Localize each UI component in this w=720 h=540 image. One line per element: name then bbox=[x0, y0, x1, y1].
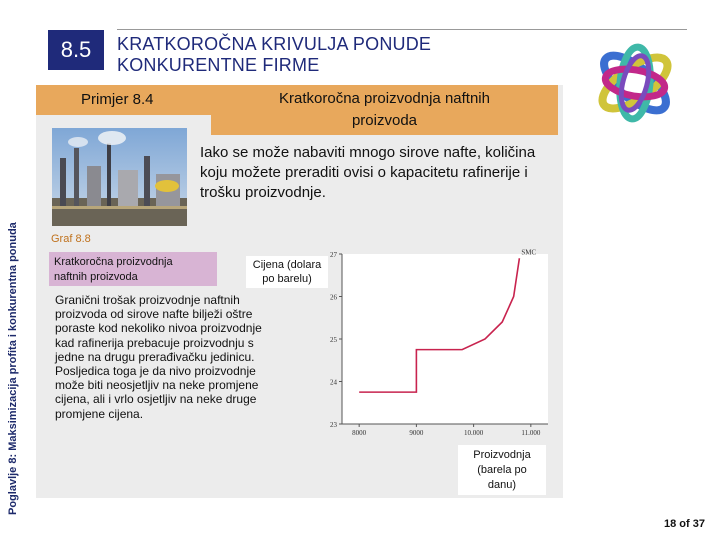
example-heading-line-1: Kratkoročna proizvodnja naftnih bbox=[279, 90, 490, 107]
y-axis-label-line-2: po barelu) bbox=[262, 273, 312, 285]
slide-title-line-2: KONKURENTNE FIRME bbox=[117, 55, 320, 75]
example-label: Primjer 8.4 bbox=[36, 85, 211, 115]
x-tick-label: 11.000 bbox=[521, 429, 541, 437]
x-axis-label bbox=[458, 445, 546, 495]
figure-caption bbox=[49, 252, 217, 286]
plot-area bbox=[342, 254, 548, 424]
y-tick-label: 23 bbox=[330, 421, 337, 429]
y-tick-label: 25 bbox=[330, 336, 337, 344]
example-heading bbox=[211, 85, 558, 135]
intro-paragraph: Iako se može nabaviti mnogo sirove nafte, količina koju možete preraditi ovisi o kapacitetu rafinerije i trošku proizvodnje. bbox=[200, 144, 536, 201]
figure-caption-line-2: naftnih proizvoda bbox=[54, 271, 138, 283]
figure-caption-line-1: Kratkoročna proizvodnja bbox=[54, 256, 173, 268]
smc-chart bbox=[326, 246, 556, 446]
x-axis-label-line-3: danu) bbox=[487, 479, 517, 491]
series-label: SMC bbox=[521, 248, 537, 257]
y-tick-label: 26 bbox=[330, 293, 337, 302]
page-number: 18 of 37 bbox=[664, 518, 705, 530]
y-axis-label-line-1: Cijena (dolara bbox=[252, 259, 322, 271]
x-axis-label-line-2: (barela po bbox=[477, 464, 527, 476]
y-tick-label: 24 bbox=[330, 378, 337, 387]
section-number-badge: 8.5 bbox=[48, 30, 104, 70]
y-tick-label: 27 bbox=[330, 251, 337, 259]
figure-label: Graf 8.8 bbox=[51, 233, 91, 245]
example-heading-line-2: proizvoda bbox=[351, 112, 418, 129]
chapter-sidebar-text: Poglavlje 8: Maksimizacija profita i konkurentna ponuda bbox=[7, 222, 19, 515]
figure-description: Granični trošak proizvodnje naftnih proizvoda od sirove nafte bilježi oštre poraste kod nekoliko nivoa proizvodnje kad rafinerija prebacuje proizvodnju s jedne na drugu prerađivačku jedinicu. Posljedica toga je da nivo proizvodnje može biti neosjetljiv na neke promjene cijena, ali i vrlo osjetljiv na neke druge promjene cijena. bbox=[55, 293, 262, 421]
slide-title bbox=[117, 34, 431, 76]
refinery-photo-icon bbox=[52, 128, 187, 226]
y-axis-label bbox=[246, 256, 328, 288]
x-tick-label: 8000 bbox=[352, 429, 367, 437]
x-tick-label: 10.000 bbox=[463, 429, 484, 437]
x-axis-label-line-1: Proizvodnja bbox=[473, 449, 531, 461]
slide-title-line-1: KRATKOROČNA KRIVULJA PONUDE bbox=[117, 34, 432, 54]
x-tick-label: 9000 bbox=[409, 429, 424, 437]
rings-logo-icon bbox=[585, 28, 685, 138]
